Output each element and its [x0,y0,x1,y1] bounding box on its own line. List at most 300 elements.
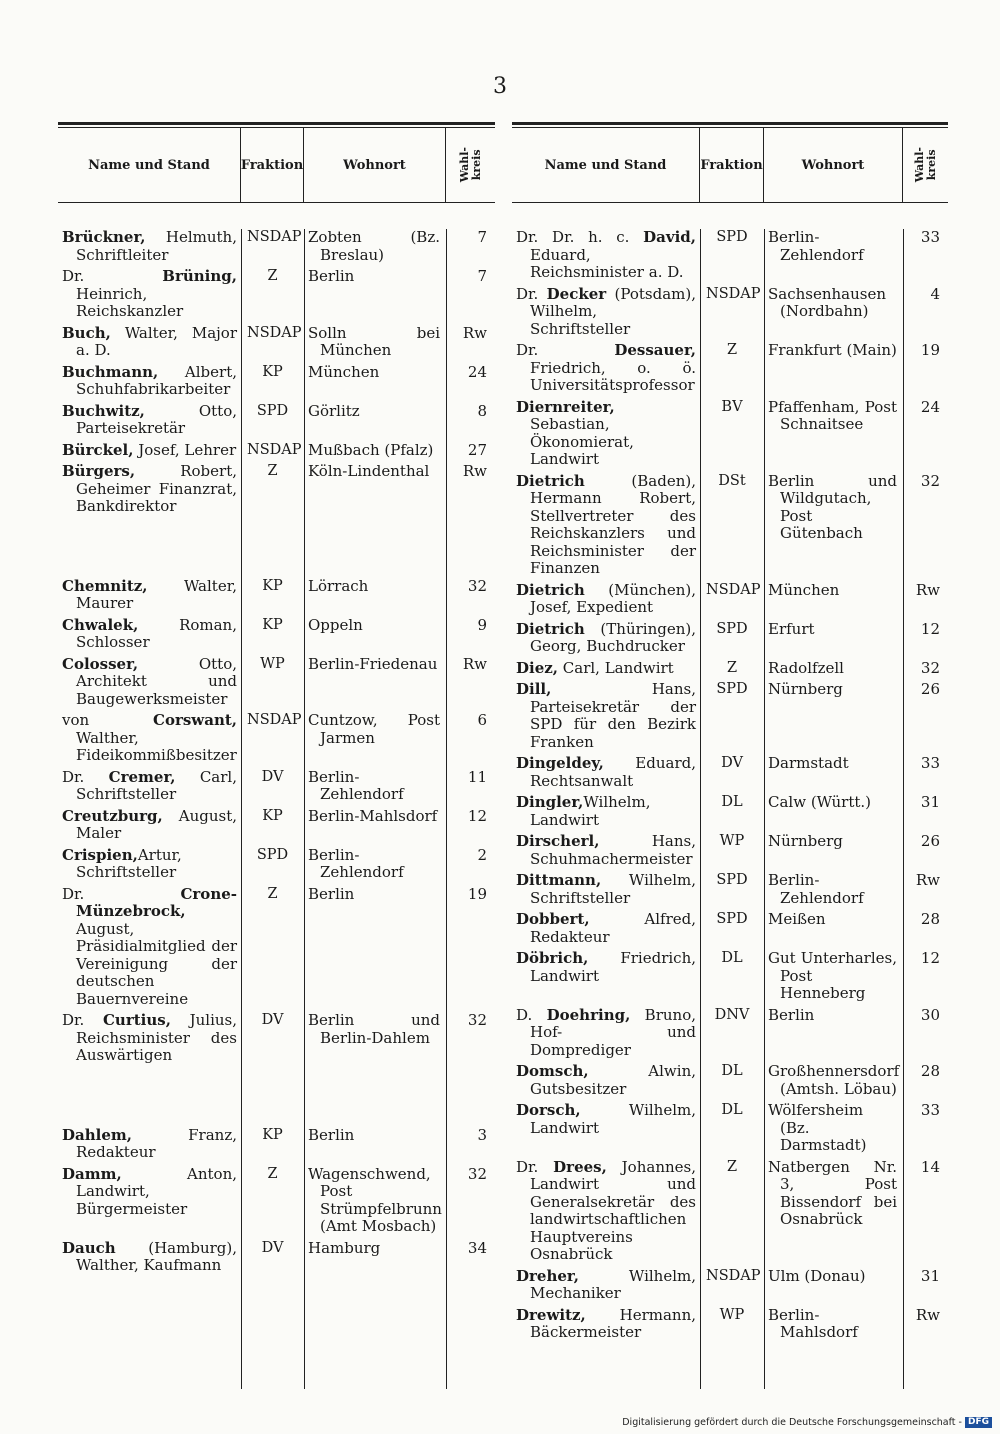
wohnort-cell: Darmstadt [768,754,849,772]
wahlkreis-cell: 7 [477,267,487,285]
member-details: Johannes, Landwirt und Generalsekretär des landwirtschaftlichen Hauptvereins Osnabrück [530,1157,696,1263]
member-details: Franz, Redakteur [76,1125,237,1161]
wohnort-cell: Berlin-Friedenau [308,654,438,673]
member-details: Walter, Maurer [76,576,237,612]
wahlkreis-cell: Rw [915,871,940,889]
header-name: Name und Stand [58,128,241,202]
fraktion-cell: WP [719,1306,745,1323]
table-row [512,1307,948,1342]
member-surname: Bürgers, [62,462,136,480]
member-surname: Dahlem, [62,1125,132,1144]
wohnort-cell: Pfaffenham, Post Schnaitsee [768,397,897,433]
fraktion-cell: DL [721,950,743,966]
header-fraktion: Fraktion [241,128,304,202]
wohnort-cell: Solln bei München [308,323,440,359]
fraktion-cell: KP [262,363,283,380]
member-surname: Chwalek, [62,615,139,634]
table-row [58,463,495,516]
wahlkreis-cell: 33 [920,228,940,246]
fraktion-cell: SPD [716,620,748,637]
member-name [512,872,700,907]
member-details: (Potsdam), Wilhelm, Schriftsteller [530,284,696,338]
wohnort-cell: Cuntzow, Post Jarmen [308,711,440,747]
wahlkreis-cell: 31 [920,793,940,811]
wahlkreis-cell: 24 [467,362,487,381]
member-name [512,1307,700,1342]
footer-text: Digitalisierung gefördert durch die Deutsche Forschungsgemeinschaft - [622,1417,962,1428]
member-surname: Curtius, [102,1011,171,1029]
member-details: Helmuth, Schriftleiter [76,228,237,264]
wahlkreis-cell: 7 [477,228,487,246]
member-details: Artur, Schriftsteller [76,845,182,881]
table-row [512,1159,948,1264]
name-prefix: von [62,711,154,729]
wahlkreis-cell: 8 [477,401,487,420]
member-name [58,325,241,360]
member-surname: Dorsch, [516,1101,581,1119]
member-surname: Bürckel, [62,440,134,459]
table-row [58,442,495,460]
fraktion-cell: SPD [716,872,748,888]
member-details: Carl, Landwirt [558,658,674,677]
member-surname: David, [643,228,696,246]
wohnort-cell: Mußbach (Pfalz) [308,440,434,459]
fraktion-cell: DV [261,768,284,785]
fraktion-cell: DL [721,1063,743,1079]
wohnort-cell: Berlin und Wildgutach, Post Gütenbach [768,471,897,542]
member-surname: Brückner, [62,228,146,246]
member-surname: Dobbert, [516,910,590,928]
member-name [512,1268,700,1303]
member-name [512,911,700,946]
fraktion-cell: DNV [714,1006,750,1023]
member-name [58,1166,241,1236]
table-row [58,325,495,360]
table-row [58,1127,495,1162]
member-surname: Crone-Münzebrock, [76,884,237,920]
member-surname: Buchwitz, [62,401,145,420]
table-row [58,578,495,613]
table-row [512,229,948,282]
member-surname: Dirscherl, [516,832,600,850]
wohnort-cell: Berlin und Berlin-Dahlem [308,1011,440,1047]
member-details: Alfred, Redakteur [530,910,696,946]
member-details: Hermann, Bäckermeister [530,1305,696,1341]
member-details: Hans, Parteisekretär der SPD für den Bezirk Franken [530,680,696,751]
member-name [58,712,241,765]
member-details: Alwin, Gutsbesitzer [530,1062,696,1098]
header-wahlkreis: Wahl- kreis [457,147,483,183]
wahlkreis-cell: Rw [915,1305,940,1324]
fraktion-cell: DV [261,1239,284,1256]
top-rule [58,122,495,125]
wahlkreis-cell: 34 [467,1238,487,1257]
member-name [512,1159,700,1264]
wahlkreis-cell: Rw [915,580,940,599]
table-row [512,342,948,395]
wahlkreis-cell: Rw [462,654,487,673]
table-row [512,621,948,656]
member-surname: Buchmann, [62,362,159,381]
member-details: Eduard, Rechtsanwalt [530,754,696,790]
member-surname: Drees, [553,1157,607,1176]
wohnort-cell: Köln-Lindenthal [308,462,430,480]
wahlkreis-cell: 31 [920,1266,940,1285]
member-name [58,403,241,438]
wahlkreis-cell: 24 [920,397,940,416]
wahlkreis-cell: 32 [920,471,940,490]
fraktion-cell: BV [721,398,743,415]
table-row [58,229,495,264]
fraktion-cell: KP [262,1126,283,1143]
wohnort-cell: Berlin-Zehlendorf [768,871,864,907]
member-name [58,463,241,516]
wahlkreis-cell: 3 [477,1125,487,1144]
member-surname: Dreher, [516,1266,579,1285]
member-surname: Chemnitz, [62,576,148,595]
wohnort-cell: Wölfersheim (Bz. Darmstadt) [768,1101,867,1154]
table-row [512,755,948,790]
table-row [58,403,495,438]
member-details: Anton, Landwirt, Bürgermeister [76,1164,237,1218]
table-row [512,660,948,678]
table-row [58,364,495,399]
member-name [58,442,241,460]
wahlkreis-cell: Rw [462,462,487,480]
member-details: Friedrich, Landwirt [530,949,696,985]
wohnort-cell: Berlin-Zehlendorf [308,845,404,881]
member-surname: Doehring, [546,1005,631,1024]
fraktion-cell: NSDAP [706,1267,761,1284]
table-header [58,128,495,203]
fraktion-cell: SPD [716,681,748,697]
fraktion-cell: SPD [716,229,748,245]
member-details: Walther, Fideikommißbesitzer [76,728,237,764]
member-surname: Drewitz, [516,1305,586,1324]
member-name [58,229,241,264]
wahlkreis-cell: 33 [920,1101,940,1119]
wahlkreis-cell: 30 [920,1005,940,1024]
member-details: (Baden), Hermann Robert, Stellvertreter des Reichskanzlers und Reichsminister der Finanzen [530,471,696,577]
wahlkreis-cell: 26 [920,680,940,698]
wahlkreis-cell: 19 [467,884,487,903]
member-surname: Dietrich [516,619,585,638]
member-name [58,1240,241,1275]
fraktion-cell: NSDAP [247,712,302,728]
member-details: (Thüringen), Georg, Buchdrucker [530,619,696,655]
table-header [512,128,948,203]
header-wahlkreis: Wahl- kreis [912,147,938,183]
table-row [512,794,948,829]
fraktion-cell: SPD [256,846,289,863]
member-name [58,268,241,321]
member-surname: Dittmann, [516,871,602,889]
header-fraktion: Fraktion [700,128,764,202]
wohnort-cell: Großhennersdorf (Amtsh. Löbau) [768,1062,900,1098]
member-name [512,342,700,395]
table-row [58,1012,495,1065]
member-surname: Dietrich [516,580,585,599]
right-column [512,122,948,1342]
wahlkreis-cell: 28 [920,1062,940,1080]
wohnort-cell: Lörrach [308,576,369,595]
table-row [512,1268,948,1303]
wohnort-cell: Nürnberg [768,832,843,850]
fraktion-cell: Z [726,659,738,676]
member-details: Bruno, Hof- und Domprediger [530,1005,696,1059]
member-name [512,950,700,1003]
member-details: Roman, Schlosser [76,615,237,651]
wohnort-cell: Ulm (Donau) [768,1266,866,1285]
table-row [58,808,495,843]
member-name [58,886,241,1009]
fraktion-cell: KP [262,577,283,594]
wohnort-cell: Frankfurt (Main) [768,341,897,359]
wahlkreis-cell: 9 [477,615,487,634]
member-name [58,847,241,882]
wohnort-cell: München [308,362,380,381]
table-body [58,229,495,1275]
member-name [512,621,700,656]
page-number: 3 [493,74,507,99]
wahlkreis-cell: 19 [920,341,940,359]
wohnort-cell: Berlin [308,267,355,285]
member-surname: Dessauer, [614,341,696,359]
wohnort-cell: Berlin-Mahlsdorf [308,806,438,825]
member-name [512,1063,700,1098]
member-details: Friedrich, o. ö. Universitätsprofessor [530,358,696,394]
member-surname: Diernreiter, [516,397,615,416]
table-row [58,712,495,765]
table-row [512,911,948,946]
wohnort-cell: Berlin-Mahlsdorf [768,1305,858,1341]
wohnort-cell: Hamburg [308,1238,381,1257]
member-details: Otto, Parteisekretär [76,401,237,437]
fraktion-cell: DSt [718,472,746,489]
table-row [512,833,948,868]
wohnort-cell: Berlin-Zehlendorf [768,228,864,264]
member-surname: Dill, [516,680,552,698]
wahlkreis-cell: 28 [920,910,940,928]
fraktion-cell: KP [262,616,283,633]
table-row [512,582,948,617]
member-surname: Dauch [62,1238,116,1257]
wohnort-cell: Berlin-Zehlendorf [308,767,404,803]
fraktion-cell: DL [721,794,743,810]
table-row [512,1102,948,1155]
name-prefix: Dr. [62,267,163,285]
member-surname: Colosser, [62,654,139,673]
fraktion-cell: WP [260,655,285,672]
member-details: Walter, Major a. D. [76,323,237,359]
table-row [512,950,948,1003]
member-name [512,794,700,829]
name-prefix: Dr. [516,341,615,359]
table-body [512,229,948,1342]
member-surname: Corswant, [153,711,237,729]
fraktion-cell: NSDAP [247,441,302,458]
member-surname: Buch, [62,323,111,342]
wahlkreis-cell: 32 [467,576,487,595]
member-details: Heinrich, Reichskanzler [76,284,184,320]
table-row [58,886,495,1009]
header-wohnort: Wohnort [764,128,903,202]
table-row [512,872,948,907]
fraktion-cell: Z [267,885,278,902]
wahlkreis-cell: 32 [920,658,940,677]
member-surname: Döbrich, [516,949,589,967]
member-details: Sebastian, Ökonomierat, Landwirt [530,415,634,468]
name-prefix: Dr. [62,1011,103,1029]
fraktion-cell: WP [719,833,745,849]
header-name: Name und Stand [512,128,700,202]
member-name [512,755,700,790]
wahlkreis-cell: 14 [920,1157,940,1176]
name-prefix: Dr. [516,1157,554,1176]
fraktion-cell: SPD [256,402,289,419]
footer [622,1417,992,1428]
table-row [512,1063,948,1098]
member-details: August, Maler [76,806,237,842]
wohnort-cell: Görlitz [308,401,360,420]
fraktion-cell: DV [261,1012,284,1028]
member-name [512,582,700,617]
wohnort-cell: Gut Unterharles, Post Henneberg [768,949,897,1002]
member-surname: Decker [546,284,607,303]
member-name [58,578,241,613]
member-name [512,1102,700,1155]
member-details: August, Präsidialmitglied der Vereinigung der deutschen Bauernvereine [76,919,237,1008]
member-details: Wilhelm, Landwirt [530,793,651,829]
member-details: (Hamburg), Walther, Kaufmann [76,1238,237,1274]
fraktion-cell: NSDAP [706,285,761,302]
table-row [512,473,948,578]
member-name [512,229,700,282]
member-details: Josef, Lehrer [133,440,237,459]
name-prefix: Dr. [516,284,547,303]
table-row [512,399,948,469]
member-details: Wilhelm, Landwirt [530,1101,696,1137]
wahlkreis-cell: 33 [920,754,940,772]
wahlkreis-cell: 26 [920,832,940,850]
wohnort-cell: Oppeln [308,615,363,634]
fraktion-cell: DV [721,755,743,771]
wohnort-cell: Zobten (Bz. Breslau) [308,228,440,264]
top-rule [512,122,948,125]
table-row [58,1240,495,1275]
member-name [512,1007,700,1060]
wohnort-cell: Erfurt [768,619,815,638]
table-row [512,681,948,751]
member-name [512,286,700,339]
wohnort-cell: Sachsenhausen (Nordbahn) [768,284,887,320]
member-name [58,1127,241,1162]
table-row [512,1007,948,1060]
member-surname: Brüning, [162,267,237,285]
fraktion-cell: Z [267,1165,278,1182]
wohnort-cell: Natbergen Nr. 3, Post Bissendorf bei Osnabrück [768,1157,897,1228]
member-name [58,1012,241,1065]
table-row [58,656,495,709]
fraktion-cell: Z [726,1158,738,1175]
member-name [512,833,700,868]
member-surname: Cremer, [108,767,176,786]
member-details: Wilhelm, Schriftsteller [530,871,696,907]
member-surname: Diez, [516,658,558,677]
wohnort-cell: München [768,580,840,599]
name-prefix: Dr. [62,767,109,786]
member-name [512,681,700,751]
header-wohnort: Wohnort [304,128,446,202]
member-details: Robert, Geheimer Finanzrat, Bankdirektor [76,462,237,515]
fraktion-cell: NSDAP [247,229,302,245]
wahlkreis-cell: 4 [930,284,940,303]
wohnort-cell: Radolfzell [768,658,844,677]
member-surname: Dingler, [516,793,584,811]
dfg-logo: DFG [965,1417,992,1428]
wahlkreis-cell: 12 [467,806,487,825]
member-surname: Damm, [62,1164,122,1183]
wahlkreis-cell: 12 [920,619,940,638]
wohnort-cell: Berlin [308,884,355,903]
name-prefix: Dr. [62,884,181,903]
table-row [58,617,495,652]
table-row [58,1166,495,1236]
wahlkreis-cell: Rw [462,323,487,342]
member-surname: Crispien, [62,845,138,864]
table-row [58,847,495,882]
member-name [58,364,241,399]
fraktion-cell: NSDAP [706,581,761,598]
member-name [58,808,241,843]
wahlkreis-cell: 27 [467,440,487,459]
member-name [512,660,700,678]
member-details: Carl, Schriftsteller [76,767,237,803]
wohnort-cell: Nürnberg [768,680,843,698]
fraktion-cell: DL [721,1102,743,1118]
member-details: (München), Josef, Expedient [530,580,696,616]
wahlkreis-cell: 32 [467,1011,487,1029]
member-name [512,473,700,578]
table-row [58,769,495,804]
member-name [512,399,700,469]
member-surname: Dietrich [516,471,585,490]
wohnort-cell: Berlin [308,1125,355,1144]
wahlkreis-cell: 11 [467,767,487,786]
wahlkreis-cell: 6 [477,711,487,729]
member-surname: Domsch, [516,1062,589,1080]
fraktion-cell: Z [726,342,738,358]
fraktion-cell: NSDAP [247,324,302,341]
member-details: Wilhelm, Mechaniker [530,1266,696,1302]
member-surname: Creutzburg, [62,806,163,825]
wohnort-cell: Berlin [768,1005,815,1024]
member-details: Albert, Schuhfabrikarbeiter [76,362,237,398]
wahlkreis-cell: 2 [477,845,487,864]
wahlkreis-cell: 12 [920,949,940,967]
member-details: Otto, Architekt und Baugewerksmeister [76,654,237,708]
member-surname: Dingeldey, [516,754,604,772]
wohnort-cell: Calw (Württ.) [768,793,871,811]
wahlkreis-cell: 32 [467,1164,487,1183]
name-prefix: D. [516,1005,547,1024]
name-prefix: Dr. Dr. h. c. [516,228,644,246]
fraktion-cell: KP [262,807,283,824]
wohnort-cell: Meißen [768,910,826,928]
member-details: Eduard, Reichsminister a. D. [530,245,684,281]
member-name [58,769,241,804]
member-name [58,656,241,709]
